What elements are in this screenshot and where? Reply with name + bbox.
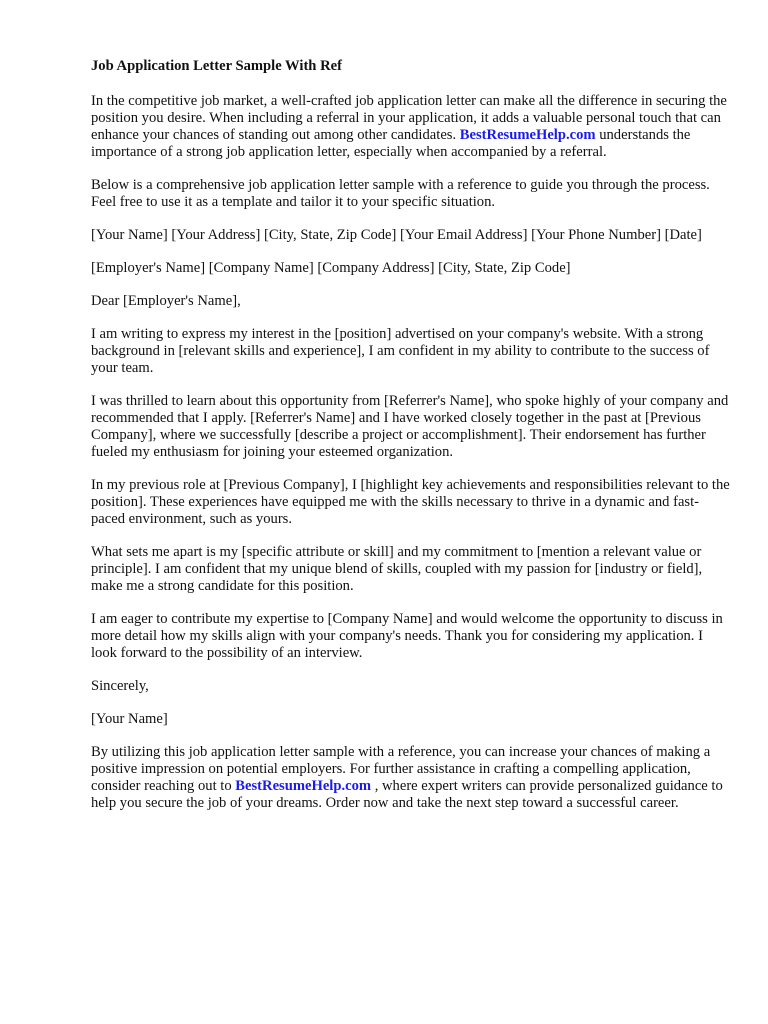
outro-text: By utilizing this job application letter sample with a reference, you can increase your chances of making a positive impression on potential employers. For further assistance in crafting a compelling application, consider reaching out to bbox=[91, 744, 711, 794]
employer-info-block: [Employer's Name] [Company Name] [Company Address] [City, State, Zip Code] bbox=[91, 260, 571, 276]
body-paragraph: What sets me apart is my [specific attribute or skill] and my commitment to [mention a relevant value or principle]. I am confident that my unique blend of skills, coupled with my passion for [industry or field], make me a strong candidate for this position. bbox=[91, 544, 703, 594]
intro-text-after-link: understands the importance of a strong job application letter, especially when accompanied by a referral. bbox=[91, 127, 691, 160]
sender-info-block: [Your Name] [Your Address] [City, State, Zip Code] [Your Email Address] [Your Phone Number] [Date] bbox=[91, 227, 702, 243]
outro-text-after-link: , where expert writers can provide personalized guidance to help you secure the job of your dreams. Order now and take the next step toward a successful career. bbox=[91, 778, 723, 811]
salutation: Dear [Employer's Name], bbox=[91, 293, 241, 309]
closing: Sincerely, bbox=[91, 678, 149, 694]
document-title: Job Application Letter Sample With Ref bbox=[91, 58, 342, 74]
outro-link[interactable]: BestResumeHelp.com bbox=[235, 778, 372, 794]
template-note-paragraph: Below is a comprehensive job application letter sample with a reference to guide you through the process. Feel free to use it as a template and tailor it to your specific situation. bbox=[91, 177, 710, 210]
document-page bbox=[91, 58, 731, 828]
body-paragraph: I was thrilled to learn about this opportunity from [Referrer's Name], who spoke highly of your company and recommended that I apply. [Referrer's Name] and I have worked closely together in the past at [Previous Company], where we successfully [describe a project or accomplishment]. Their endorsement has further fueled my enthusiasm for joining your esteemed organization. bbox=[91, 393, 729, 460]
intro-paragraph bbox=[91, 93, 731, 161]
intro-text: In the competitive job market, a well-crafted job application letter can make all the difference in securing the position you desire. When including a referral in your application, it adds a valuable personal touch that can enhance your chances of standing out among other candidates. bbox=[91, 93, 727, 143]
body-paragraph: I am eager to contribute my expertise to [Company Name] and would welcome the opportunity to discuss in more detail how my skills align with your company's needs. Thank you for considering my application. I look forward to the possibility of an interview. bbox=[91, 611, 723, 661]
body-paragraph: I am writing to express my interest in the [position] advertised on your company's website. With a strong background in [relevant skills and experience], I am confident in my ability to contribute to the success of your team. bbox=[91, 326, 710, 376]
intro-link[interactable]: BestResumeHelp.com bbox=[459, 127, 596, 143]
outro-paragraph bbox=[91, 744, 731, 812]
body-paragraph: In my previous role at [Previous Company], I [highlight key achievements and responsibilities relevant to the position]. These experiences have equipped me with the skills necessary to thrive in a dynamic and fast-paced environment, such as yours. bbox=[91, 477, 730, 527]
signature: [Your Name] bbox=[91, 711, 168, 727]
